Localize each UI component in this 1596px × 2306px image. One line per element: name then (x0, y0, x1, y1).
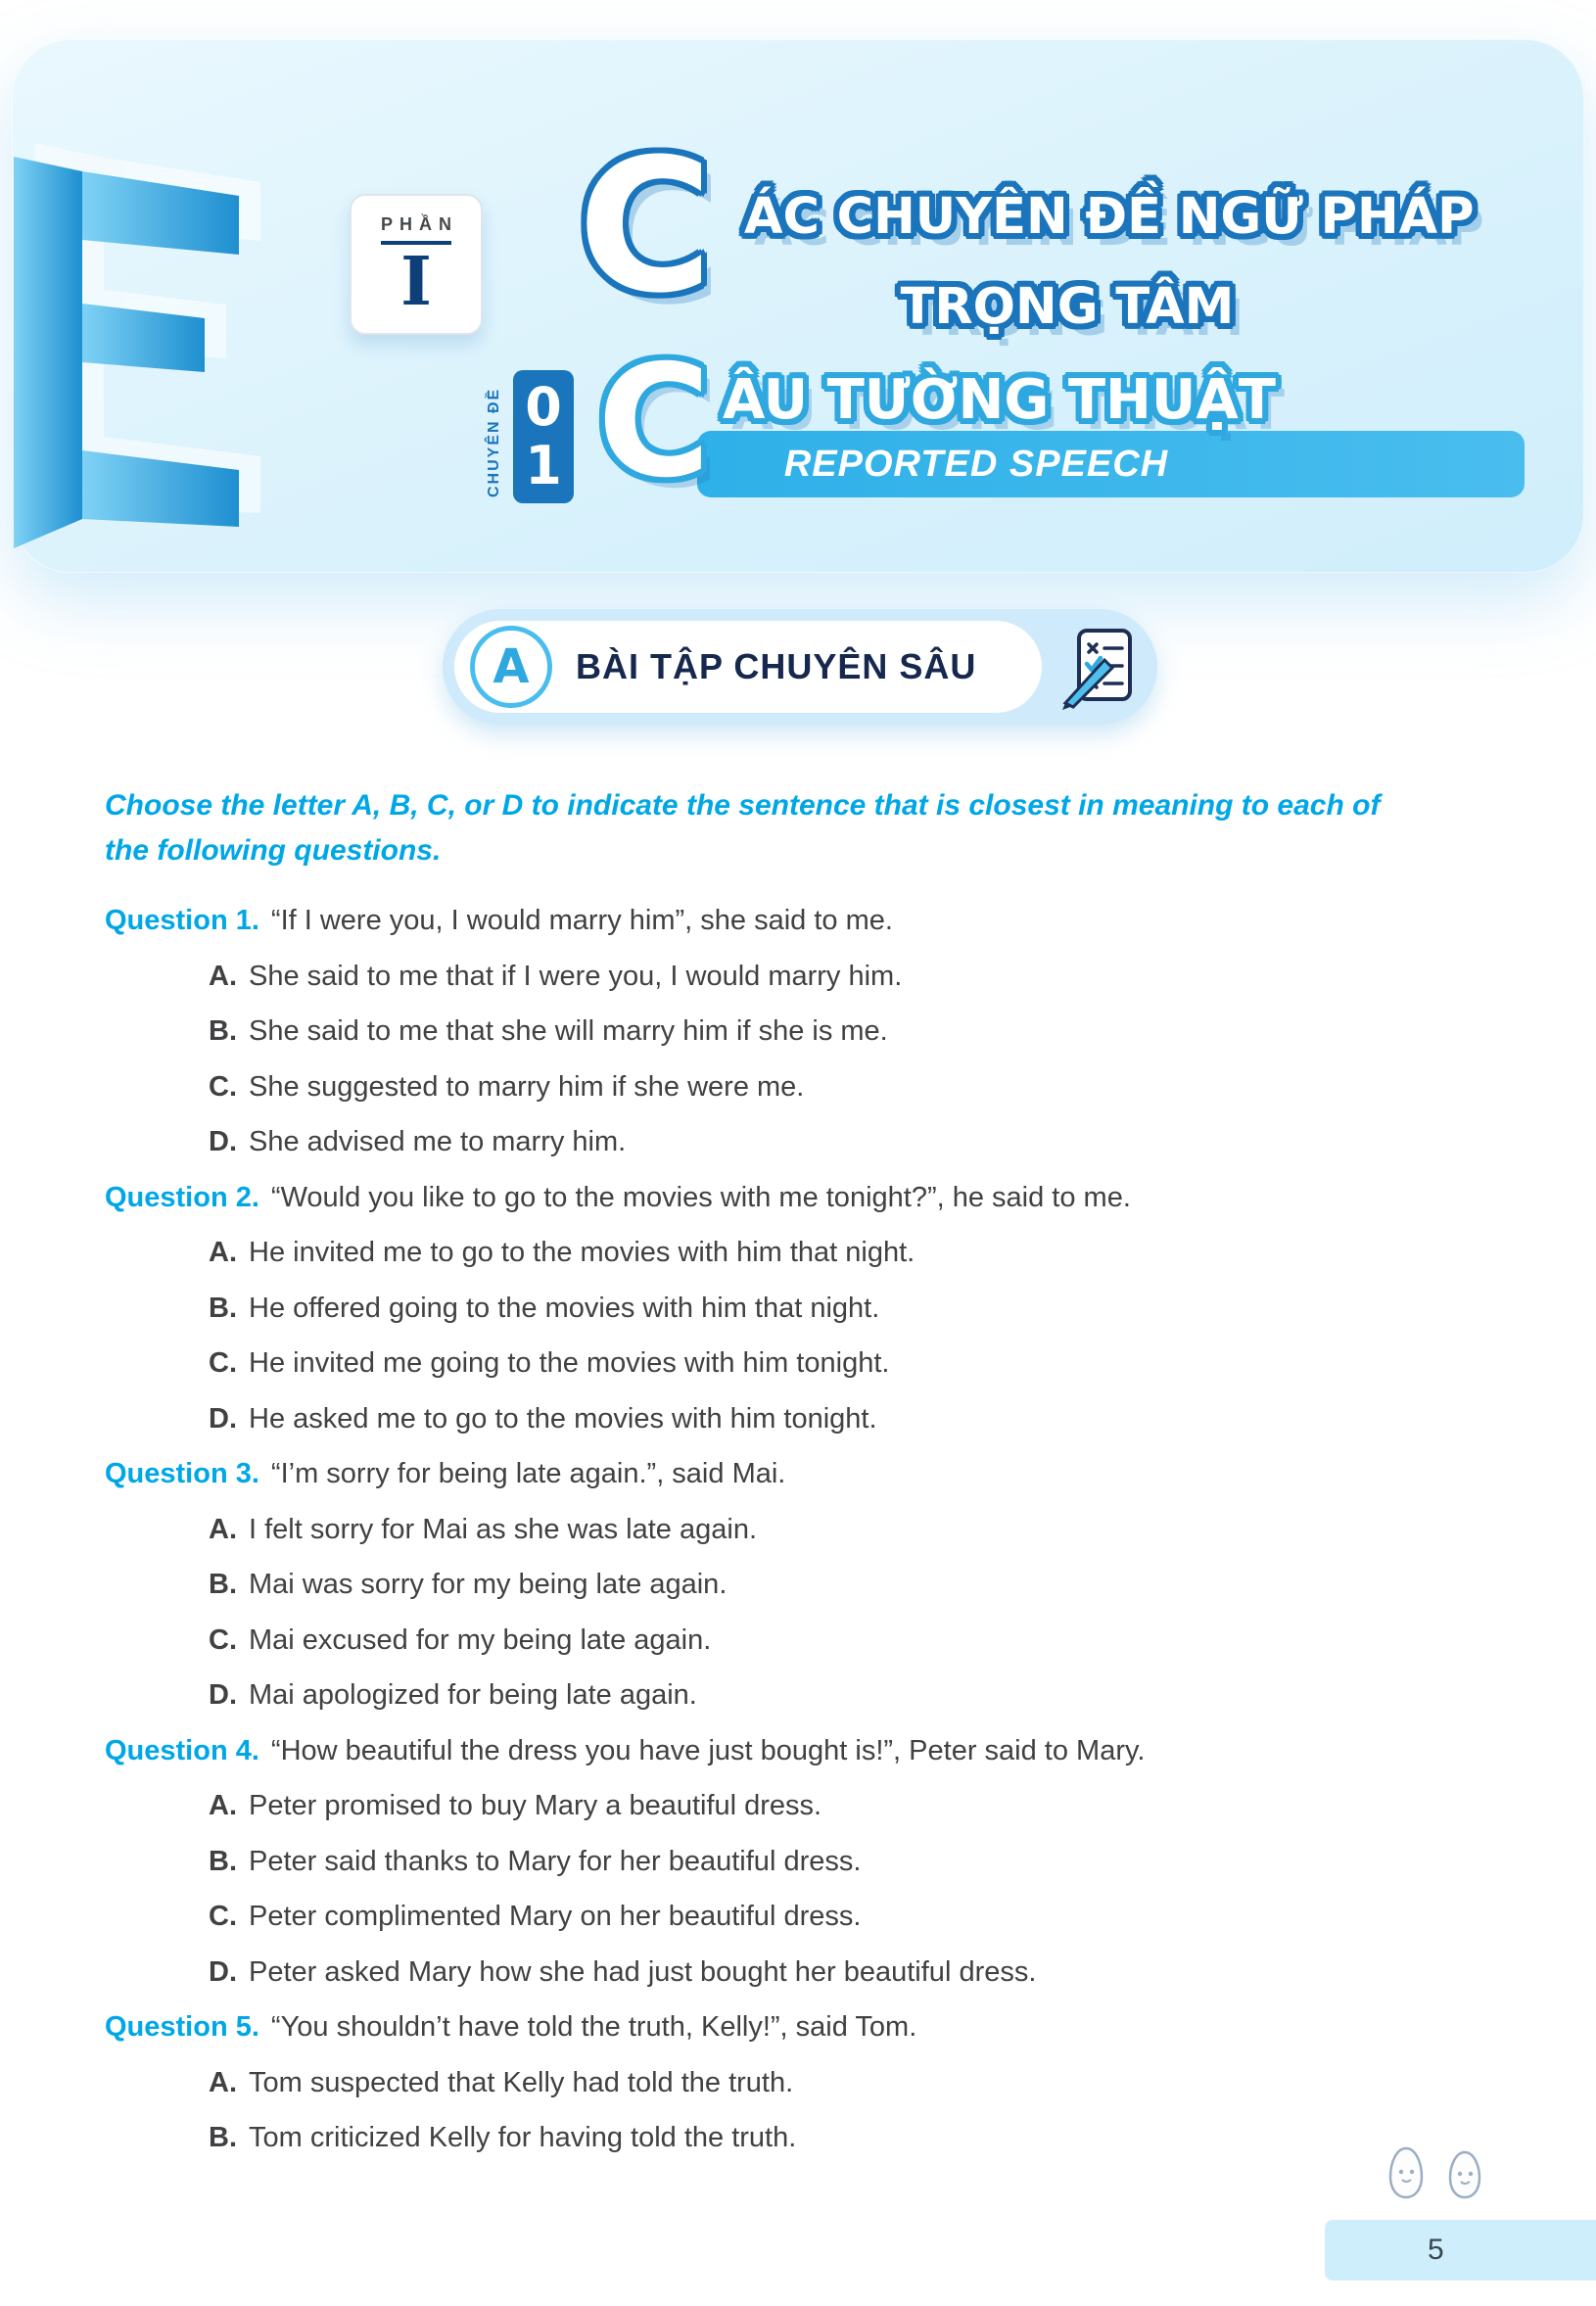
option-text: She said to me that she will marry him if she is me. (249, 1015, 888, 1047)
question-label: Question 5. (105, 2011, 259, 2043)
question-prompt: “You shouldn’t have told the truth, Kelly!”, said Tom. (270, 2011, 917, 2043)
option-label: A. (209, 2066, 237, 2098)
option-text: Tom suspected that Kelly had told the truth. (249, 2066, 794, 2098)
answer-option (105, 1114, 1534, 1170)
option-text: Mai was sorry for my being late again. (249, 1569, 728, 1600)
option-text: Peter said thanks to Mary for her beautiful dress. (249, 1845, 862, 1877)
option-label: A. (209, 1237, 237, 1268)
option-text: He invited me going to the movies with him tonight. (249, 1347, 890, 1379)
option-label: A. (209, 1790, 237, 1821)
part-badge (350, 194, 483, 335)
option-label: C. (209, 1070, 237, 1103)
answer-option (105, 2110, 1534, 2166)
option-label: C. (209, 1901, 237, 1932)
question-block (105, 1446, 1534, 1723)
option-label: B. (209, 1292, 237, 1324)
section-a-title: BÀI TẬP CHUYÊN SÂU (576, 646, 977, 686)
section-a-pill (454, 621, 1042, 713)
part-title-line2: TRỌNG TÂM (900, 278, 1235, 336)
option-label: C. (209, 1347, 237, 1379)
option-label: B. (209, 1015, 237, 1047)
answer-option (105, 1889, 1534, 1945)
option-text: Peter asked Mary how she had just bought her beautiful dress. (249, 1955, 1037, 1988)
option-text: She advised me to marry him. (249, 1126, 627, 1157)
option-text: He offered going to the movies with him that night. (249, 1292, 880, 1324)
option-label: A. (209, 1513, 237, 1545)
question-line (105, 2000, 1534, 2055)
option-label: B. (209, 1569, 237, 1600)
egg-mascots-icon (1383, 2142, 1492, 2203)
question-prompt: “If I were you, I would marry him”, she said to me. (270, 905, 893, 936)
question-block (105, 1723, 1534, 2000)
answer-option (105, 1834, 1534, 1890)
option-label: D. (209, 1679, 237, 1711)
question-label: Question 1. (105, 905, 259, 936)
topic-banner (697, 431, 1525, 497)
section-a-header (443, 609, 1157, 725)
answer-option (105, 949, 1534, 1005)
option-text: She said to me that if I were you, I would marry him. (249, 960, 903, 992)
option-label: D. (209, 1955, 237, 1988)
page-footer-bar (1325, 2220, 1596, 2281)
part-title-initial: C (578, 119, 713, 334)
topic-digit-top: 0 (525, 376, 562, 438)
answer-option (105, 1613, 1534, 1669)
option-text: Peter promised to buy Mary a beautiful dress. (249, 1790, 822, 1821)
answer-option (105, 1391, 1534, 1447)
option-text: Peter complimented Mary on her beautiful dress. (249, 1901, 862, 1932)
questions-list (105, 893, 1534, 2166)
answer-option (105, 1778, 1534, 1834)
page-number: 5 (1428, 2234, 1444, 2266)
option-text: He invited me to go to the movies with him that night. (249, 1237, 915, 1268)
question-prompt: “How beautiful the dress you have just bought is!”, Peter said to Mary. (270, 1734, 1146, 1766)
instructions-text: Choose the letter A, B, C, or D to indicate the sentence that is closest in meaning to each of the following questions. (105, 789, 1381, 867)
section-a-badge: A (470, 626, 552, 708)
option-text: Mai apologized for being late again. (249, 1679, 697, 1711)
answer-option (105, 1945, 1534, 2000)
topic-subtitle: REPORTED SPEECH (783, 444, 1169, 485)
part-number: I (381, 241, 451, 315)
option-text: Mai excused for my being late again. (249, 1624, 712, 1656)
decorative-e-shape (14, 127, 352, 563)
option-label: B. (209, 1845, 237, 1877)
answer-option (105, 2055, 1534, 2111)
part-label: PHẦN (380, 213, 458, 234)
part-title-line1: ÁC CHUYÊN ĐỀ NGỮ PHÁP (744, 188, 1475, 246)
pencil-checklist-icon (1057, 623, 1146, 711)
topic-side-label: CHUYÊN ĐỀ (486, 387, 502, 498)
answer-option (105, 1225, 1534, 1281)
topic-number-box (513, 370, 574, 503)
question-line (105, 1446, 1534, 1502)
option-label: D. (209, 1126, 237, 1157)
question-line (105, 893, 1534, 949)
option-label: D. (209, 1402, 237, 1435)
option-label: C. (209, 1624, 237, 1656)
question-label: Question 3. (105, 1458, 259, 1489)
answer-option (105, 1059, 1534, 1115)
answer-option (105, 1004, 1534, 1059)
answer-option (105, 1281, 1534, 1337)
option-text: Tom criticized Kelly for having told the truth. (249, 2122, 797, 2153)
option-text: I felt sorry for Mai as she was late again. (249, 1513, 757, 1545)
question-line (105, 1723, 1534, 1779)
topic-title-initial: C (597, 332, 711, 512)
question-line (105, 1170, 1534, 1226)
question-label: Question 4. (105, 1734, 259, 1766)
option-label: A. (209, 960, 237, 992)
question-label: Question 2. (105, 1181, 259, 1213)
answer-option (105, 1336, 1534, 1391)
option-text: He asked me to go to the movies with him tonight. (249, 1402, 877, 1435)
topic-title: ÂU TƯỜNG THUẬT (723, 368, 1276, 432)
option-text: She suggested to marry him if she were me. (249, 1070, 805, 1103)
question-prompt: “Would you like to go to the movies with me tonight?”, he said to me. (270, 1181, 1131, 1213)
topic-digit-bottom: 1 (525, 435, 562, 496)
question-block (105, 2000, 1534, 2166)
question-block (105, 1170, 1534, 1447)
option-label: B. (209, 2122, 237, 2153)
header-banner (12, 39, 1584, 573)
answer-option (105, 1557, 1534, 1613)
question-prompt: “I’m sorry for being late again.”, said Mai. (270, 1458, 786, 1489)
question-block (105, 893, 1534, 1170)
answer-option (105, 1502, 1534, 1558)
answer-option (105, 1668, 1534, 1723)
